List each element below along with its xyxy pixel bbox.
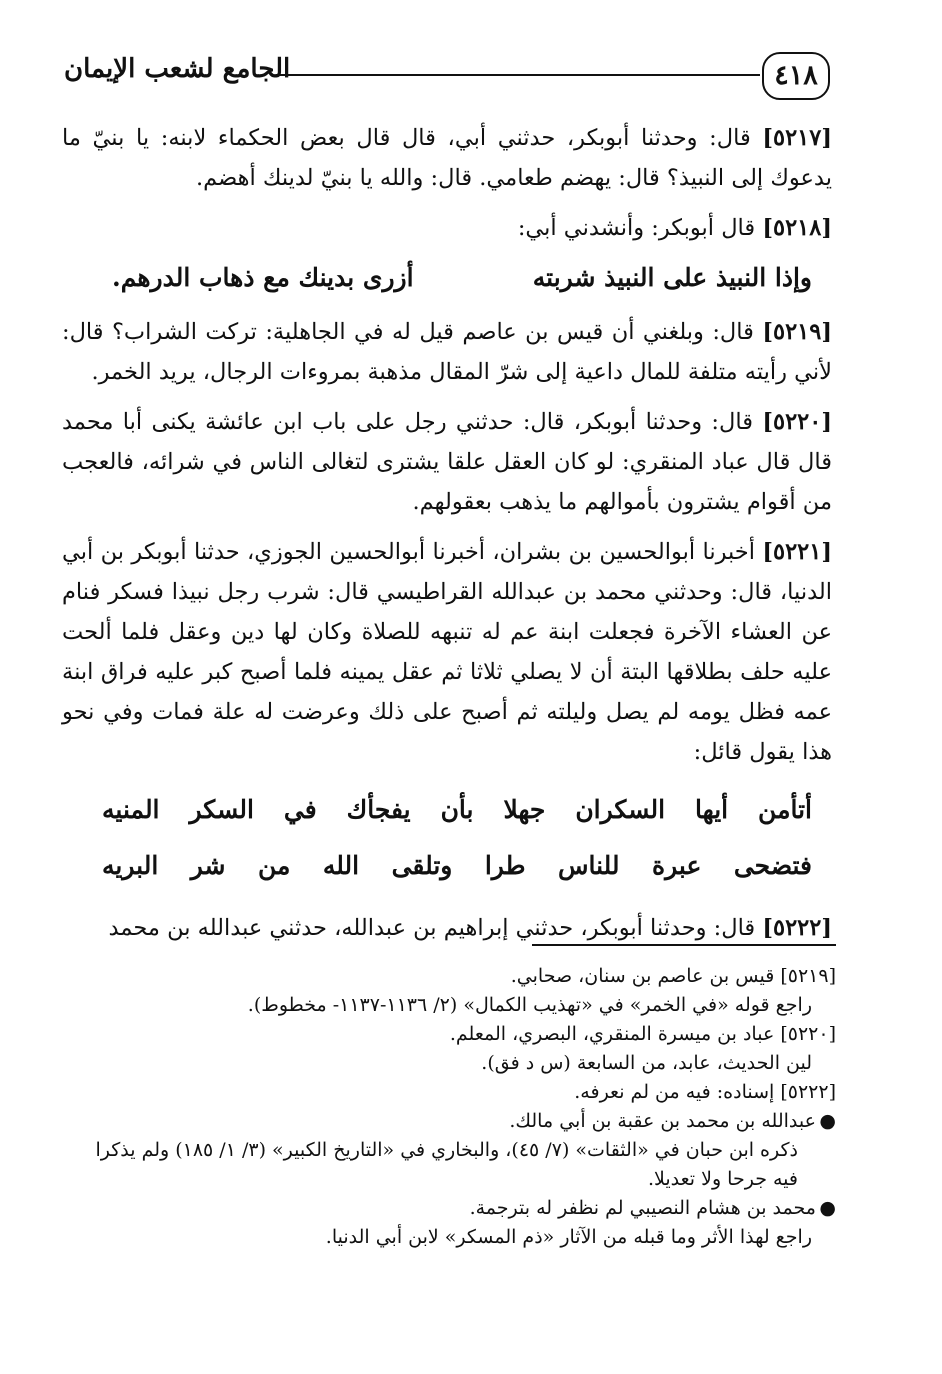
footnote-line: لين الحديث، عابد، من السابعة (س د فق). — [481, 1052, 812, 1074]
verse-word: شر — [190, 851, 226, 880]
paragraph-5219 — [62, 312, 832, 392]
narration-text: أخبرنا أبوالحسين بن بشران، أخبرنا أبوالحسين الجوزي، حدثنا أبوبكر بن أبي الدنيا، قال: وحدثني محمد بن عبدالله القراطيسي قال: شرب رجل نبيذا فسكر فنام عن العشاء الآخرة فجعلت ابنة عم له تنبهه للصلاة وكان لها دين وعقل فلما ألحت عليه حلف بطلاقها البتة أن لا يصلي ثلاثا ثم عقل يمينه فلما أصبح كبر عليه فراق ابنة عمه فظل يومه لم يصل وليلته ثم أصبح على ذلك وعرضت له علة فمات وفي نحو هذا يقول قائل: — [62, 539, 832, 765]
narration-text: قال: وحدثنا أبوبكر، حدثني أبي، قال قال بعض الحكماء لابنه: يا بنيّ ما يدعوك إلى النبيذ؟ قال: يهضم طعامي. قال: والله يا بنيّ لدينك أهضم. — [62, 125, 832, 191]
verse-word: من — [257, 851, 291, 880]
narration-text: قال: وبلغني أن قيس بن عاصم قيل له في الجاهلية: تركت الشراب؟ قال: لأني رأيته متلفة للمال داعية إلى شرّ المقال مذهبة بمروءات الرجال، يريد الخمر. — [62, 319, 832, 385]
verse-word: السكر — [189, 795, 254, 824]
verse-word: فتضحى — [733, 851, 812, 880]
verse-word: يفجأك — [346, 795, 411, 824]
narration-number: [٥٢٢٠] — [762, 409, 833, 435]
paragraph-5218 — [62, 208, 832, 248]
bullet-icon: ● — [819, 1197, 836, 1219]
verse-word: أيها — [695, 795, 729, 824]
verse-first-hemistich: وإذا النبيذ على النبيذ شربته — [532, 263, 812, 292]
verse-line-1 — [102, 782, 812, 838]
footnote-line: راجع قوله «في الخمر» في «تهذيب الكمال» (٢/ ١١٣٦-١١٣٧- مخطوط). — [247, 994, 812, 1016]
narration-text: قال أبوبكر: وأنشدني أبي: — [517, 215, 756, 241]
verse-word: السكران — [575, 795, 666, 824]
paragraph-5217 — [62, 118, 832, 198]
verse-word: عبرة — [652, 851, 702, 880]
narration-number: [٥٢٢٢] — [762, 915, 832, 941]
verse-word: الله — [322, 851, 360, 880]
footnote-line: [٥٢٢٠] عباد بن ميسرة المنقري، البصري، المعلم. — [449, 1023, 836, 1045]
main-text — [62, 118, 832, 958]
verse-word: أتأمن — [758, 795, 812, 824]
verse-word: جهلا — [503, 795, 546, 824]
poem-verse-2 — [62, 782, 832, 894]
verse-word: للناس — [557, 851, 620, 880]
footnote-divider — [532, 944, 836, 946]
narration-number: [٥٢١٧] — [762, 125, 832, 151]
footnote-line: [٥٢١٩] قيس بن عاصم بن سنان، صحابي. — [510, 965, 836, 987]
verse-word: طرا — [484, 851, 526, 880]
poem-verse-1 — [62, 258, 832, 298]
footnote-line: راجع لهذا الأثر وما قبله من الآثار «ذم المسكر» لابن أبي الدنيا. — [325, 1226, 812, 1248]
verse-second-hemistich: أزرى بدينك مع ذهاب الدرهم. — [112, 263, 414, 292]
verse-line-2 — [102, 838, 812, 894]
narration-number: [٥٢٢١] — [762, 539, 832, 565]
footnote-line: [٥٢٢٢] إسناده: فيه من لم نعرفه. — [574, 1081, 836, 1103]
narration-number: [٥٢١٨] — [762, 215, 832, 241]
footnote-bullet-item — [66, 1107, 836, 1136]
page-header — [64, 52, 830, 108]
verse-word: في — [283, 795, 317, 824]
footnote-text: عبدالله بن محمد بن عقبة بن أبي مالك. — [509, 1110, 816, 1132]
verse-word: بأن — [440, 795, 474, 824]
narration-text: قال: وحدثنا أبوبكر، قال: حدثني رجل على باب ابن عائشة يكنى أبا محمد قال قال عباد المنقري: لو كان العقل علقا يشترى لتغالى الناس في شرائه، فالعجب من أقوام يشترون بأموالهم ما يذهب بعقولهم. — [62, 409, 832, 515]
bullet-icon: ● — [819, 1110, 836, 1132]
verse-word: البريه — [102, 851, 159, 880]
paragraph-5222 — [62, 908, 832, 948]
header-rule — [276, 74, 760, 76]
footnote-text: محمد بن هشام النصيبي لم نظفر له بترجمة. — [469, 1197, 816, 1219]
footnote-line: ذكره ابن حبان في «الثقات» (٧/ ٤٥)، والبخاري في «التاريخ الكبير» (٣/ ١/ ١٨٥) ولم يذكرا فيه جرحا ولا تعديلا. — [95, 1139, 798, 1190]
narration-text: قال: وحدثنا أبوبكر، حدثني إبراهيم بن عبدالله، حدثني عبدالله بن محمد — [108, 915, 756, 941]
footnotes — [66, 962, 836, 1252]
book-title: الجامع لشعب الإيمان — [64, 54, 291, 84]
narration-number: [٥٢١٩] — [762, 319, 832, 345]
verse-word: وتلقى — [391, 851, 453, 880]
footnote-bullet-item — [66, 1194, 836, 1223]
paragraph-5221 — [62, 532, 832, 772]
paragraph-5220 — [62, 402, 832, 522]
verse-word: المنيه — [102, 795, 160, 824]
page-number: ٤١٨ — [762, 52, 830, 100]
